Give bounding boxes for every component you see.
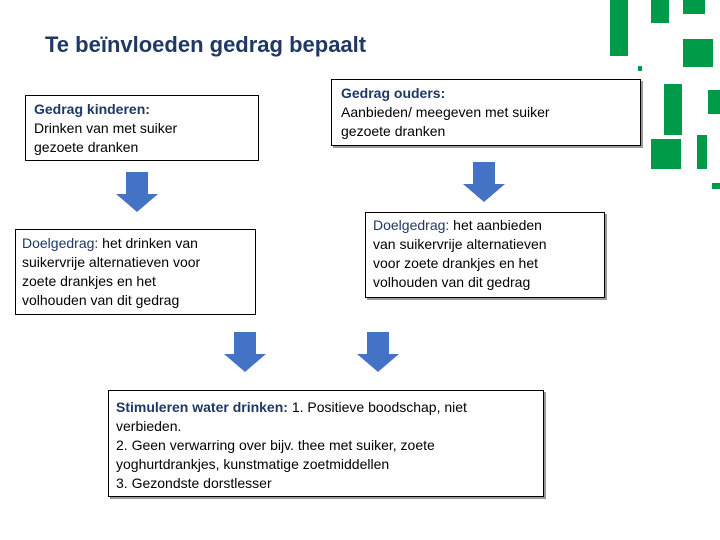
- box-line: 1. Positieve boodschap, niet: [287, 399, 467, 415]
- box-line: het aanbieden: [449, 217, 542, 233]
- box-line: van suikervrije alternatieven: [373, 236, 547, 252]
- arrow-down-icon: [224, 332, 266, 372]
- box-line: suikervrije alternatieven voor: [22, 254, 201, 270]
- box-heading: Gedrag ouders:: [341, 85, 446, 101]
- arrow-down-icon: [357, 332, 399, 372]
- box-stimuleren-water: [108, 390, 544, 497]
- arrow-down-icon: [463, 162, 505, 202]
- box-label: Doelgedrag:: [22, 235, 99, 251]
- box-line: zoete drankjes en het: [22, 273, 156, 289]
- box-heading: Gedrag kinderen:: [34, 101, 150, 117]
- box-line: het drinken van: [98, 235, 198, 251]
- arrow-down-icon: [116, 172, 158, 212]
- page-title: Te beïnvloeden gedrag bepaalt: [45, 32, 367, 57]
- box-line: volhouden van dit gedrag: [373, 274, 531, 290]
- box-line: volhouden van dit gedrag: [22, 292, 180, 308]
- box-doelgedrag-ouders: [365, 212, 605, 298]
- box-gedrag-kinderen: [25, 95, 259, 161]
- box-label: Stimuleren water drinken:: [116, 399, 288, 415]
- box-line: 2. Geen verwarring over bijv. thee met suiker, zoete: [116, 437, 435, 453]
- box-line: yoghurtdrankjes, kunstmatige zoetmiddellen: [116, 456, 390, 472]
- box-line: verbieden.: [116, 418, 182, 434]
- box-line: Drinken van met suiker: [34, 120, 178, 136]
- box-line: Aanbieden/ meegeven met suiker: [341, 104, 550, 120]
- box-doelgedrag-kinderen: [15, 229, 256, 315]
- box-gedrag-ouders: [331, 79, 641, 146]
- box-line: gezoete dranken: [341, 123, 446, 139]
- box-line: gezoete dranken: [34, 139, 139, 155]
- box-line: voor zoete drankjes en het: [373, 255, 538, 271]
- box-line: 3. Gezondste dorstlesser: [116, 475, 272, 491]
- box-label: Doelgedrag:: [373, 217, 450, 233]
